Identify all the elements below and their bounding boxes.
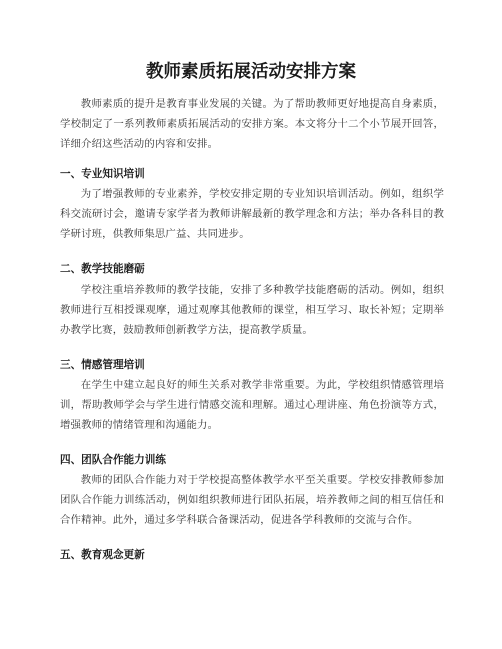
section-heading-1: 一、专业知识培训	[60, 168, 145, 180]
section-heading-4: 四、团队合作能力训练	[60, 454, 166, 466]
section-body-block-2	[60, 281, 444, 340]
document-title: 教师素质拓展活动安排方案	[146, 62, 356, 82]
section-body-1: 为了增强教师的专业素养，学校安排定期的专业知识培训活动。例如，组织学科交流研讨会，邀请专家学者为教师讲解最新的教学理念和方法；举办各科目的教学研讨班，供教师集思广益、共同进步。	[60, 188, 444, 240]
section-body-block-1	[60, 185, 444, 244]
section-body-block-4	[60, 471, 444, 530]
intro-paragraph-block	[60, 95, 444, 154]
section-heading-3: 三、情感管理培训	[60, 359, 145, 371]
section-body-2: 学校注重培养教师的教学技能，安排了多种教学技能磨砺的活动。例如，组织教师进行互相授课观摩，通过观摩其他教师的课堂，相互学习、取长补短；定期举办教学比赛，鼓励教师创新教学方法，提高教学质量。	[60, 284, 444, 336]
section-body-4: 教师的团队合作能力对于学校提高整体教学水平至关重要。学校安排教师参加团队合作能力训练活动，例如组织教师进行团队拓展，培养教师之间的相互信任和合作精神。此外，通过多学科联合备课活动，促进各学科教师的交流与合作。	[60, 474, 444, 526]
section-heading-2: 二、教学技能磨砺	[60, 263, 145, 275]
intro-paragraph: 教师素质的提升是教育事业发展的关键。为了帮助教师更好地提高自身素质，学校制定了一系列教师素质拓展活动的安排方案。本文将分十二个小节展开回答，详细介绍这些活动的内容和安排。	[60, 98, 444, 150]
section-body-3: 在学生中建立起良好的师生关系对教学非常重要。为此，学校组织情感管理培训，帮助教师学会与学生进行情感交流和理解。通过心理讲座、角色扮演等方式，增强教师的情绪管理和沟通能力。	[60, 379, 444, 431]
section-heading-5: 五、教育观念更新	[60, 549, 145, 561]
section-body-block-3	[60, 376, 444, 435]
